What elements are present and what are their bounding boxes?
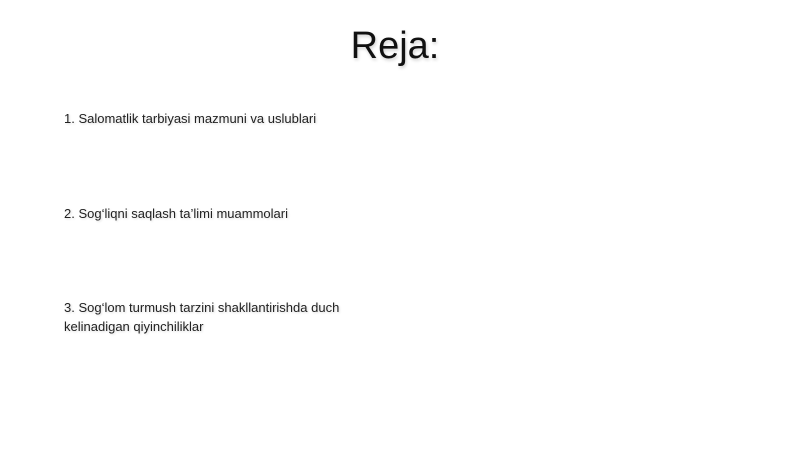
plan-item-2: 2. Sog‘liqni saqlash ta’limi muammolari [64, 206, 288, 221]
slide-title: Reja: [350, 25, 440, 67]
plan-item-3: 3. Sog‘lom turmush tarzini shakllantirishda duch kelinadigan qiyinchiliklar [64, 300, 340, 334]
plan-item-1: 1. Salomatlik tarbiyasi mazmuni va uslublari [64, 111, 317, 126]
